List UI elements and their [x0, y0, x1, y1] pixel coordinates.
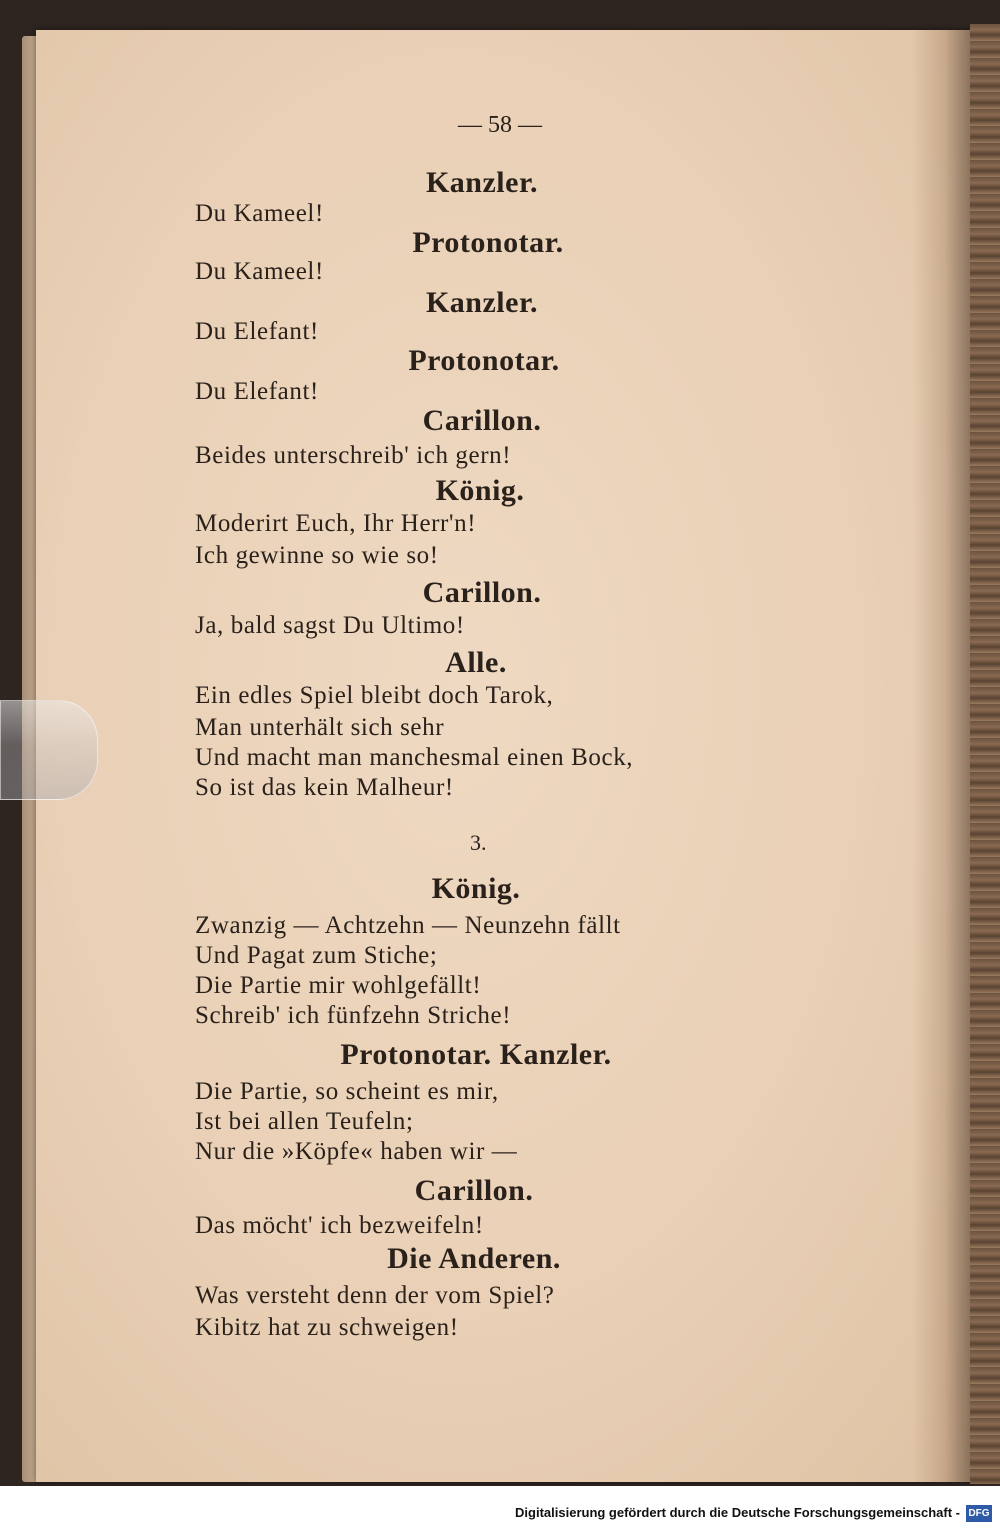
- verse-line: Und macht man manchesmal einen Bock,: [195, 744, 634, 771]
- verse-line: Was versteht denn der vom Spiel?: [195, 1282, 555, 1309]
- verse-line: Das möcht' ich bezweifeln!: [195, 1212, 484, 1239]
- verse-line: Zwanzig — Achtzehn — Neunzehn fällt: [195, 912, 621, 939]
- speaker-heading: König.: [435, 474, 525, 507]
- verse-line: Nur die »Köpfe« haben wir —: [195, 1138, 518, 1165]
- speaker-heading: Kanzler.: [425, 166, 539, 199]
- verse-line: Ein edles Spiel bleibt doch Tarok,: [195, 682, 554, 709]
- speaker-heading: Protonotar. Kanzler.: [340, 1038, 612, 1071]
- verse-line: Schreib' ich fünfzehn Striche!: [195, 1002, 512, 1029]
- speaker-heading: Carillon.: [422, 404, 542, 437]
- footer-bar: [0, 1486, 1000, 1534]
- verse-line: Ja, bald sagst Du Ultimo!: [195, 612, 465, 639]
- verse-line: Du Elefant!: [195, 378, 319, 405]
- speaker-heading: Kanzler.: [425, 286, 539, 319]
- verse-line: Moderirt Euch, Ihr Herr'n!: [195, 510, 477, 537]
- verse-line: Beides unterschreib' ich gern!: [195, 442, 512, 469]
- section-number: 3.: [470, 830, 487, 855]
- speaker-heading: Protonotar.: [408, 344, 560, 377]
- verse-line: Du Kameel!: [195, 258, 324, 285]
- page-number: — 58 —: [458, 112, 542, 138]
- verse-line: Du Elefant!: [195, 318, 319, 345]
- verse-line: Die Partie mir wohlgefällt!: [195, 972, 482, 999]
- speaker-heading: Alle.: [445, 646, 507, 679]
- verse-line: Ich gewinne so wie so!: [195, 542, 439, 569]
- verse-line: Man unterhält sich sehr: [195, 714, 445, 741]
- verse-line: Du Kameel!: [195, 200, 324, 227]
- verse-line: Kibitz hat zu schweigen!: [195, 1314, 459, 1341]
- dfg-logo-icon: DFG: [966, 1505, 992, 1522]
- speaker-heading: Protonotar.: [412, 226, 564, 259]
- verse-line: Die Partie, so scheint es mir,: [195, 1078, 499, 1105]
- verse-line: Und Pagat zum Stiche;: [195, 942, 438, 969]
- verse-line: So ist das kein Malheur!: [195, 774, 454, 801]
- funding-credit: Digitalisierung gefördert durch die Deutsche Forschungsgemeinschaft -: [515, 1505, 960, 1520]
- speaker-heading: Carillon.: [414, 1174, 534, 1207]
- speaker-heading: Carillon.: [422, 576, 542, 609]
- speaker-heading: König.: [431, 872, 521, 905]
- speaker-heading: Die Anderen.: [387, 1242, 561, 1275]
- verse-line: Ist bei allen Teufeln;: [195, 1108, 414, 1135]
